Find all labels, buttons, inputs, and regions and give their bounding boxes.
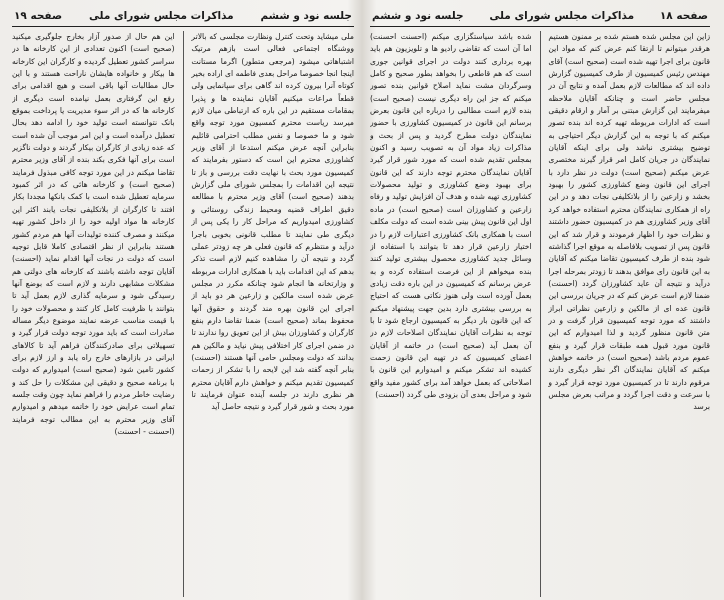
text-columns-left xyxy=(12,31,354,597)
column-text: ملی میشاید وتحت کنترل ونظارت مجلسی که بالاتر ووشنگاه اجتماعی فعالی است بازهم مرتیک اشتباهاتی میشود (مرجعی متطور) اگرما مستانت اینجا انجا خصوصا مراحل بعدی فاطمه ای اراده بخیر کوتاه آنرا بیرون کرده اند گاهی برای سپانمایی ولی قطعاً مراعات میکنیم آقایان نماینده ها و پذیرا بمقامات مستقیم در این باره که ارتباطی میان لازم میرسد ریاست محترم کمسیون مورد توجه واقع شود و ما خصوصا و نفس مطلب احترامی قائلیم بنابراین آنچه عرض میکنم استدعا از آقای وزیر کشاورزی محترم این است که دستور بفرمایند که کمیسیون مورد بحث با نهایت دقت بررسی و باز تا نتیجه این اقدامات را بمجلس شورای ملی گزارش بدهند (صحیح است) آقای وزیر محترم با مطالعه دقیق اطراف قضیه ومحیط زندگی روستائی و کشاورزی امیدواریم که مراحل کار را یکی پس از دیگری طی نمایند تا مطلب قانونی بخوبی باجرا درآید و منتظرم که قانون فعلی هر چه زودتر عملی گردد و نتیجه آن را مشاهده کنیم لازم است تذکر بدهم که این اقدامات باید با همکاری ادارات مربوطه و وزارتخانه ها انجام شود چنانکه مکرر در مجلس عرض شده است مالکین و زارعین هر دو باید از اجرای این قانون بهره مند گردند و حقوق آنها محفوظ بماند (صحیح است) ضمنا تقاضا دارم بنفع کارگران و کشاورزان بیش از این تعویق روا ندارند تا در ضمن اجرای کار اختلافی پیش نیاید و مالکین هم بدانند که دولت ومجلس حامی آنها هستند (احسنت) بنابر آنچه گفته شد این لایحه را با تشکر از زحمات کمیسیون تقدیم میکنم و خواهش دارم آقایان محترم هر نظری دارند در جلسه آینده عنوان فرمایند تا مورد بحث و شور قرار گیرد و نتیجه حاصل آید xyxy=(191,32,354,412)
column-divider xyxy=(183,31,184,597)
journal-title: مذاکرات مجلس شورای ملی xyxy=(88,10,234,22)
session-title: جلسه نود و ششم xyxy=(372,10,464,22)
page-right xyxy=(362,0,724,600)
page-number: صفحه ۱۹ xyxy=(14,10,63,22)
column-text: زاین این مجلس شده هستم شده بر ممنون هستیم هرقدر میتوانم تا ارتقا کنم عرض کنم که مواد این قانون برای اجرا تهیه شده است (صحیح است) آقای مهندس رئیس کمیسیون از طرف کمیسیون گزارش داده اند که مطالعات لازم بعمل آمده و نتایج آن در مجلس حاضر است و چنانکه آقایان ملاحظه میفرمایند این گزارش مبتنی بر آمار و ارقام دقیقی است که ادارات مربوطه تهیه کرده اند بنده تصور میکنم که با توجه به این گزارش دیگر احتیاجی به توضیح بیشتری نباشد ولی برای اینکه آقایان نمایندگان در جریان کامل امر قرار گیرند مختصری عرض میکنم (صحیح است) دولت در نظر دارد با اجرای این قانون وضع کشاورزی کشور را بهبود بخشد و زارعین را از بلاتکلیفی نجات دهد و در این راه از همکاری نمایندگان محترم استفاده خواهد کرد آقای وزیر کشاورزی هم در کمیسیون حضور داشتند و نظرات خود را اظهار فرمودند و قرار شد که این قانون پس از تصویب بلافاصله به موقع اجرا گذاشته شود بنده از طرف کمیسیون تقاضا میکنم که آقایان به این قانون رای موافق بدهند تا زودتر بمرحله اجرا درآید و نتیجه آن عاید کشاورزان گردد (احسنت) ضمنا لازم است عرض کنم که در جریان بررسی این قانون عده ای از مالکین و زارعین نظراتی ابراز داشتند که مورد توجه کمیسیون قرار گرفت و در متن قانون منظور گردید و لذا امیدوارم که این قانون مورد قبول همه طبقات قرار گیرد و بنفع عموم مردم باشد (صحیح است) در خاتمه خواهش میکنم که آقایان نمایندگان اگر نظر دیگری دارند مرقوم دارند تا در کمیسیون مورد توجه قرار گیرد و با سرعت و دقت اجرا گردد و مراتب بعرض مجلس برسد xyxy=(548,32,710,412)
column-text: شده باشد سیاستگزاری میکنم (احسنت احسنت) اما آن است که تقاضی رادیو ها و تلویزیون هم باید بهره برداری کنند دولت در اجرای قوانین جوری است که هم قاطعی را بخواهد بطور صحیح و کامل وسرگردان مشت نماید اصلاح قوانین بنده تصور میکنم که جز این راه دیگری نیست (صحیح است) بنده لازم است مطالبی را درباره این قانون بعرض برسانم این قانون در کمیسیون کشاورزی با حضور نمایندگان دولت مطرح گردید و پس از بحث و مذاکرات زیاد مواد آن به تصویب رسید و اکنون بمجلس تقدیم شده است که مورد شور قرار گیرد آقایان نمایندگان محترم توجه دارند که این قانون برای بهبود وضع کشاورزی و تولید محصولات کشاورزی تهیه شده و هدف آن افزایش تولید و رفاه زارعین و کشاورزان است (صحیح است) در ماده اول این قانون پیش بینی شده است که دولت مکلف است با همکاری بانک کشاورزی اعتبارات لازم را در اختیار زارعین قرار دهد تا بتوانند با استفاده از وسائل جدید کشاورزی محصول بیشتری تولید کنند بنده میخواهم از این فرصت استفاده کرده و به عرض برسانم که کمیسیون در این باره دقت زیادی بعمل آورده است ولی هنوز نکاتی هست که احتیاج به بررسی بیشتری دارد بدین جهت پیشنهاد میکنم که این قانون بار دیگر به کمیسیون ارجاع شود تا با توجه به نظرات آقایان نمایندگان اصلاحات لازم در آن بعمل آید (صحیح است) در خاتمه از آقایان اعضای کمیسیون که در تهیه این قانون زحمت کشیده اند تشکر میکنم و امیدوارم این قانون با اصلاحاتی که بعمل خواهد آمد برای کشور مفید واقع شود و مراحل بعدی آن بزودی طی گردد (احسنت) xyxy=(369,32,532,399)
text-column xyxy=(12,31,175,597)
session-title: جلسه نود و ششم xyxy=(260,10,352,22)
text-column xyxy=(191,31,354,597)
text-columns-right xyxy=(370,31,710,597)
column-text: این هم حال از صدور آزار بخارج جلوگیری میکنید (صحیح است) اکنون تعدادی از این کارخانه ها در سراسر کشور تعطیل گردیده و کارگران این کارخانه ها بیکار و خانواده هایشان ناراحت هستند و با این حال مطالبات آنها باقی است و هیچ اقدامی برای رفع این گرفتاری بعمل نیامده است دیگری از کارخانه ها که در اثر سوء مدیریت یا پرداخت بموقع بانک نتوانسته است تولید خود را ادامه دهد بحال تعطیل درآمده است و این امر موجب آن شده است که عده زیادی از کارگران بیکار گردند و دولت ناگزیر است برای آنها فکری بکند بنده از آقای وزیر محترم تقاضا میکنم در این مورد توجه کافی مبذول فرمایند (صحیح است) و کارخانه هائی که در اثر کمبود سرمایه تعطیل شده است با کمک بانکها مجددا بکار افتند تا کارگران از بلاتکلیفی نجات یابند اکثر این کارخانه ها مواد اولیه خود را از داخل کشور تهیه میکنند و مصرف کننده تولیدات آنها هم مردم کشور هستند بنابراین از نظر اقتصادی کاملا قابل توجیه است که دولت در نجات آنها اقدام نماید (احسنت) آقایان توجه داشته باشند که کارخانه های دولتی هم مشکلات مشابهی دارند و لازم است که بوضع آنها رسیدگی شود و سرمایه گذاری لازم بعمل آید تا بتوانند با ظرفیت کامل کار کنند و محصولات خود را با قیمت مناسب عرضه نمایند موضوع دیگر مساله صادرات است که باید مورد توجه دولت قرار گیرد و تسهیلاتی برای صادرکنندگان فراهم آید تا کالاهای ایرانی در بازارهای خارج راه یابد و ارز لازم برای کشور تامین شود (صحیح است) امیدوارم که دولت با برنامه صحیح و دقیقی این مشکلات را حل کند و رضایت خاطر مردم را فراهم نماید چون وقت جلسه تمام است عرایض خود را خاتمه میدهم و امیدوارم آقای وزیر محترم به این مطالب توجه فرمایند (احسنت - احسنت) xyxy=(11,32,175,436)
column-divider xyxy=(540,31,541,597)
page-header-right xyxy=(370,6,710,27)
text-column xyxy=(370,31,532,597)
journal-title: مذاکرات مجلس شورای ملی xyxy=(489,10,635,22)
page-number: صفحه ۱۸ xyxy=(659,10,708,22)
page-header-left xyxy=(12,6,354,27)
text-column xyxy=(548,31,710,597)
